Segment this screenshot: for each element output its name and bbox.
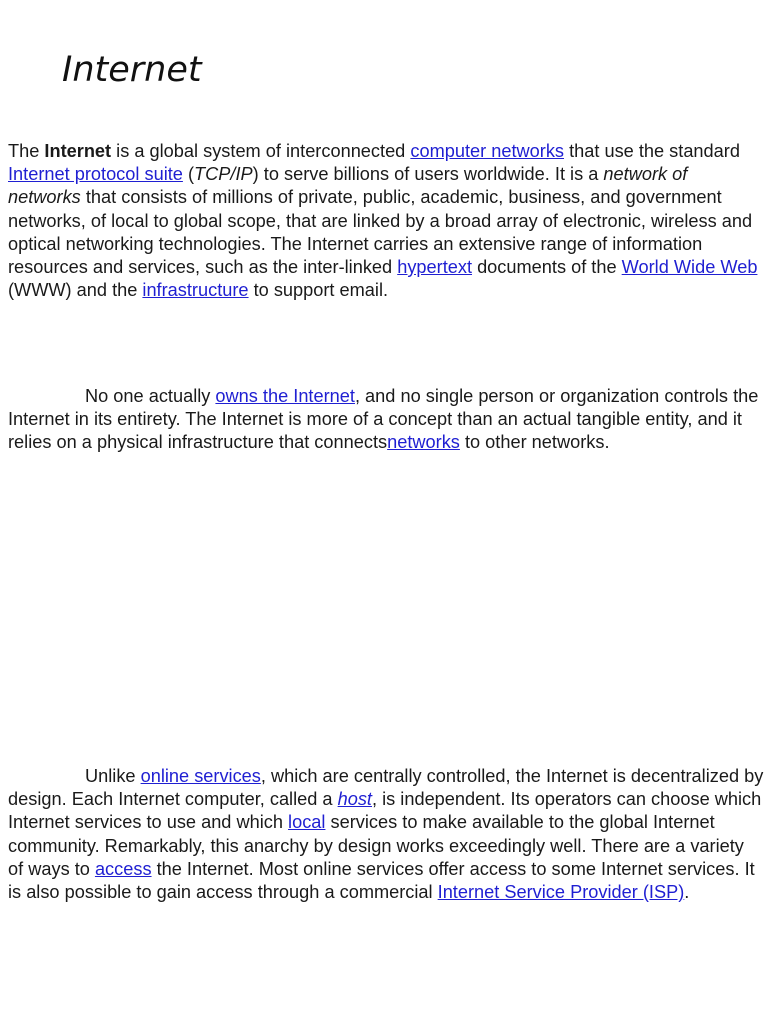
link-online-services[interactable]: online services [140,766,261,786]
italic-term-network-of-networks: network of networks [8,164,688,208]
link-host[interactable] [338,789,372,809]
text-segment: No one actually [85,386,216,406]
text-segment: documents of the [472,257,622,278]
page-title: Internet [62,50,202,90]
text-segment: that use the standard [564,141,740,161]
paragraph-decentralized [8,765,764,904]
link-owns-the-internet[interactable]: owns the Internet [215,386,355,406]
italic-link-host-text: host [337,789,372,810]
text-segment: The [8,141,45,161]
text-segment: to other networks. [459,432,610,453]
paragraph-ownership [8,385,764,455]
link-hypertext[interactable]: hypertext [397,257,473,278]
link-local[interactable]: local [288,812,326,833]
paragraph-intro [8,140,764,302]
text-segment: Unlike [85,766,141,786]
link-access[interactable]: access [94,858,152,879]
text-segment: (WWW) and the [8,280,143,301]
text-segment: . [684,882,690,903]
text-segment: , and no single person or organization controls the Internet in its entirety. The Internet is more of a concept than an actual tangible entity, and it relies on a physical infrastructure that connects [8,386,759,453]
text-segment: ( [182,164,195,185]
text-segment: , which are centrally controlled, the Internet is decentralized by design. Each Internet computer, called a [8,766,764,810]
bold-term-internet: Internet [44,141,112,161]
link-networks[interactable]: networks [387,432,460,453]
text-segment: , is independent. Its operators can choose which Internet services to use and which [8,789,762,833]
text-segment: is a global system of interconnected [111,141,411,161]
link-world-wide-web[interactable]: World Wide Web [621,257,758,278]
link-computer-networks[interactable]: computer networks [410,141,565,161]
link-internet-protocol-suite[interactable]: Internet protocol suite [8,164,183,185]
link-infrastructure[interactable]: infrastructure [142,280,249,301]
link-internet-service-provider[interactable]: Internet Service Provider (ISP) [437,882,685,903]
text-segment: ) to serve billions of users worldwide. It is a [252,164,604,185]
text-segment: the Internet. Most online services offer access to some Internet services. It is also possible to gain access through a commercial [8,858,755,903]
text-segment: to support email. [248,280,389,301]
text-segment: services to make available to the global Internet community. Remarkably, this anarchy by design works exceedingly well. There are a variety of ways to [8,812,744,879]
text-segment: that consists of millions of private, public, academic, business, and government networks, of local to global scope, that are linked by a broad array of electronic, wireless and optical networking technologies. The Internet carries an extensive range of information resources and services, such as the inter-linked [8,187,753,278]
italic-term-tcpip: TCP/IP [194,164,253,185]
